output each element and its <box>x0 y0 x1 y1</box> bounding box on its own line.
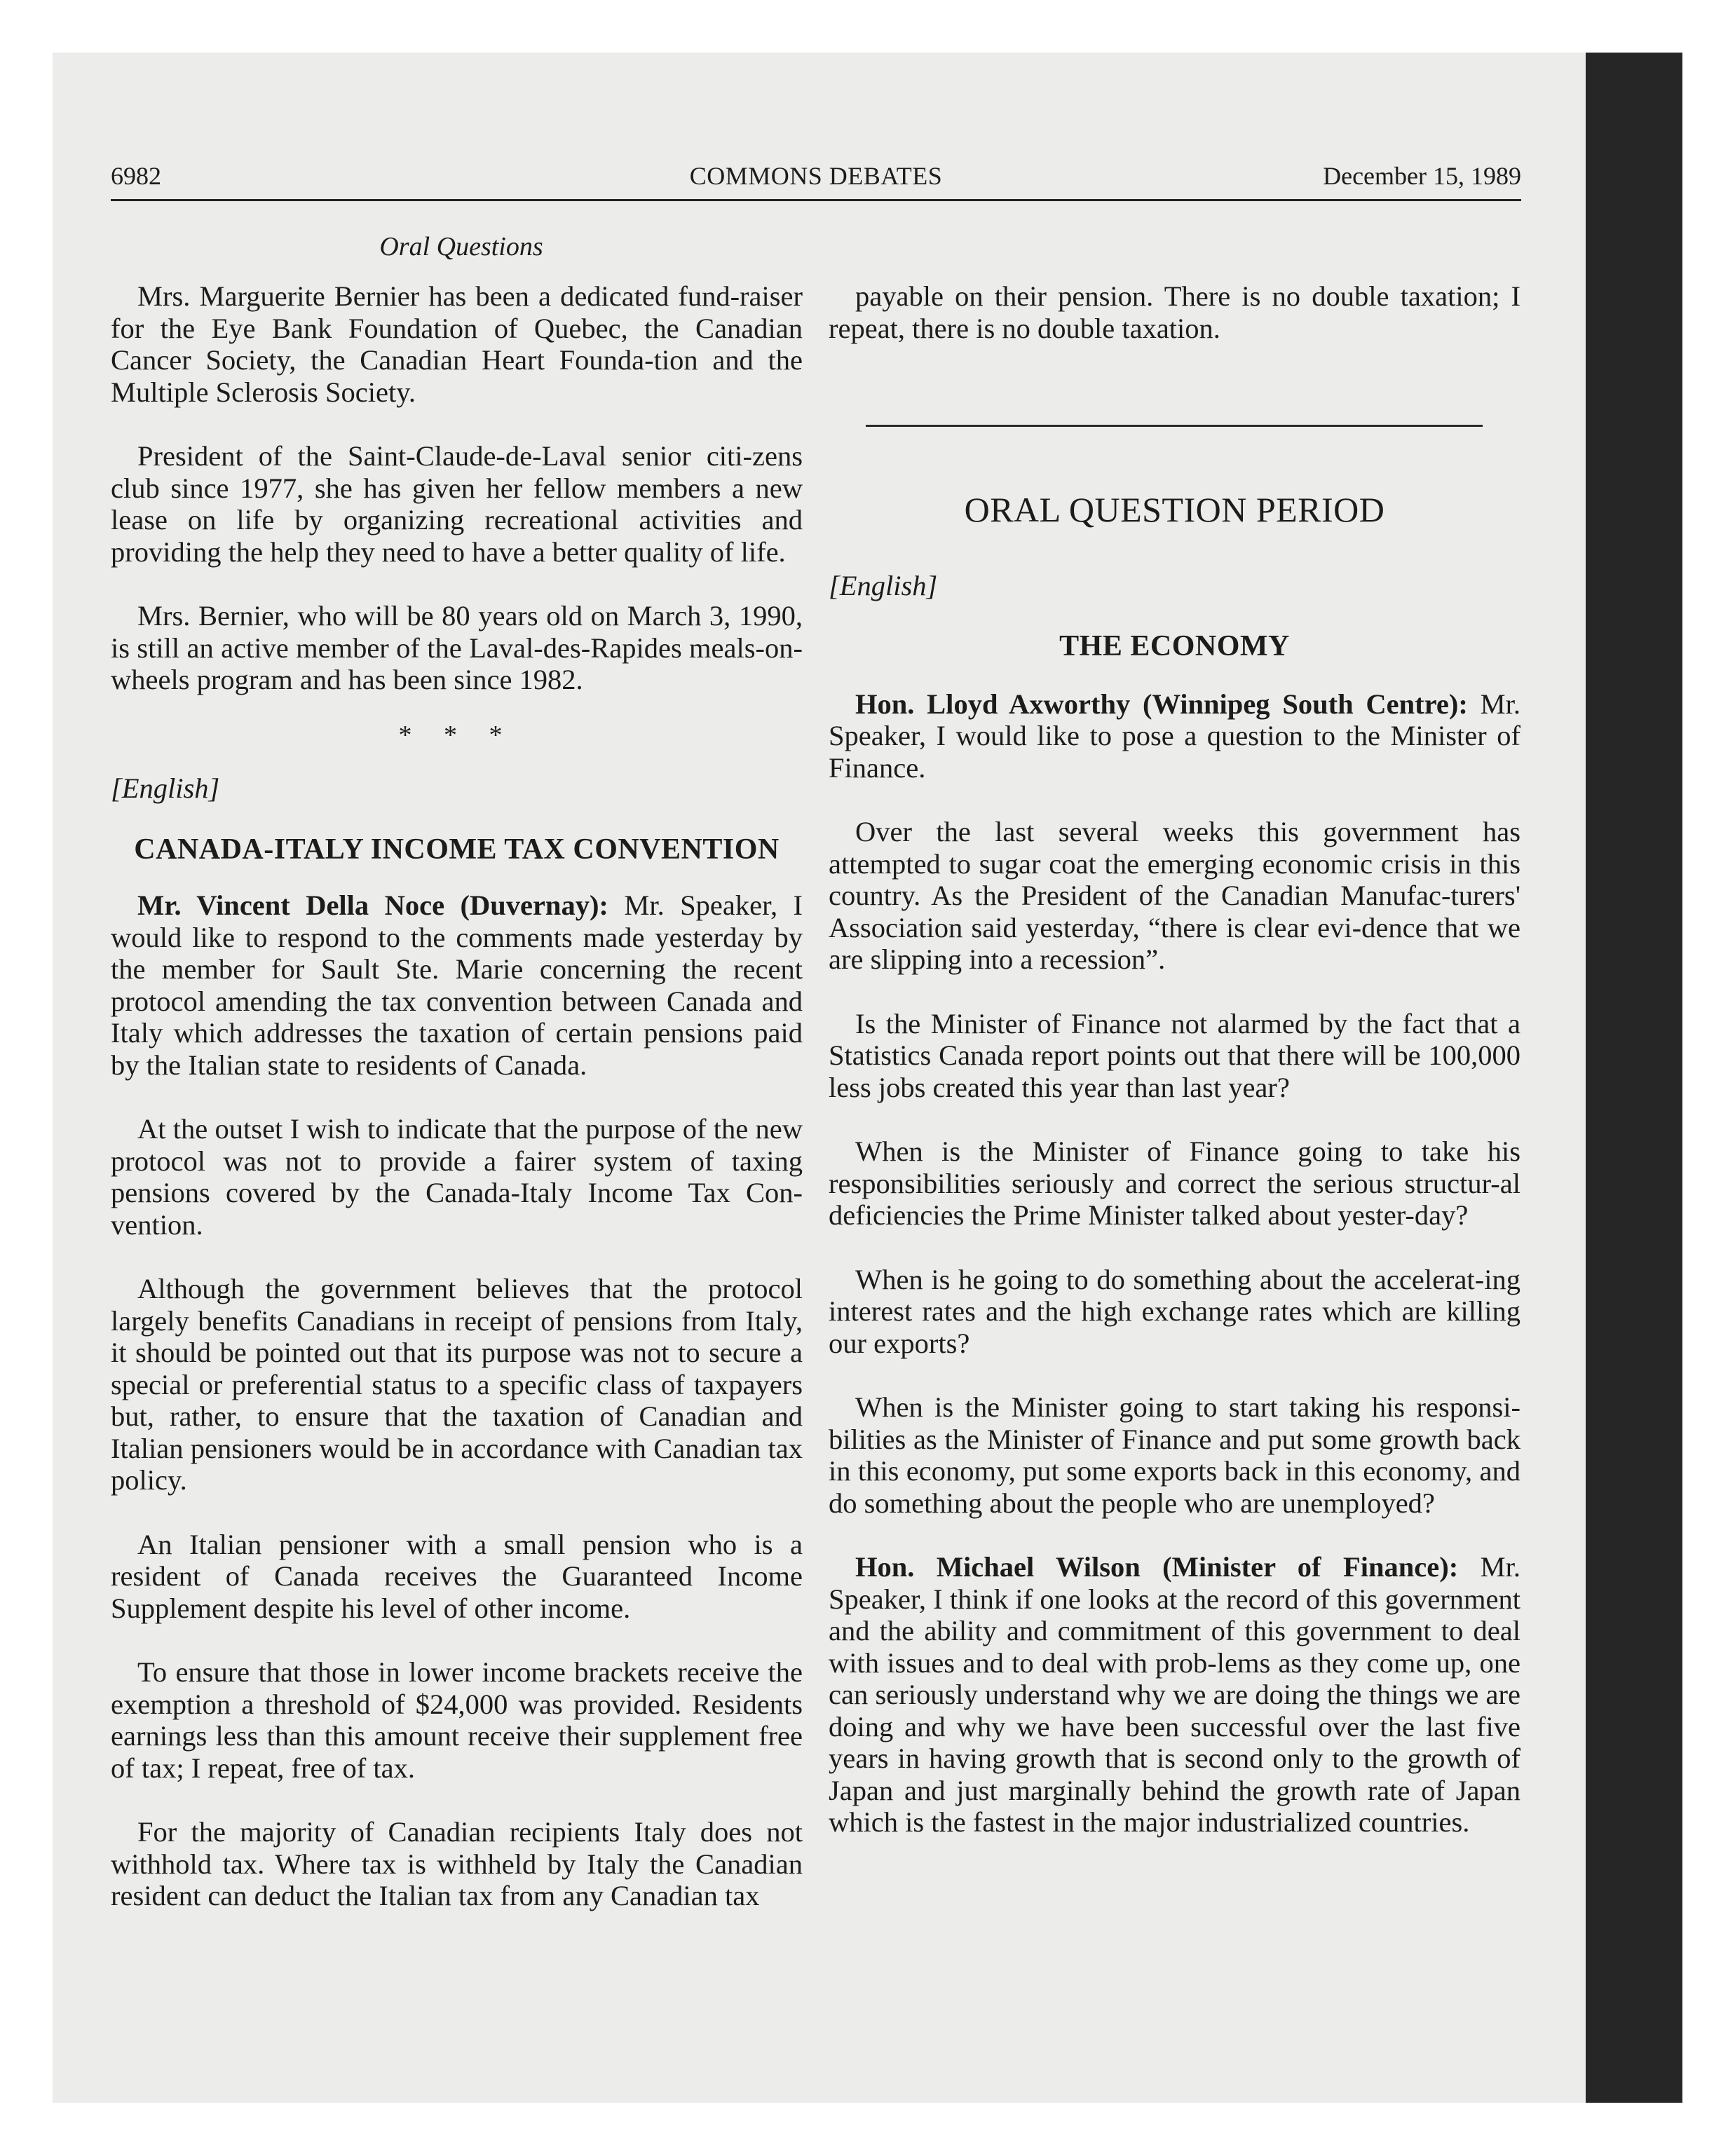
speech-text: Mr. Speaker, I think if one looks at the record of this government and the ability and commitment of this government to deal with issues and to deal with prob-lems as they come up, one can seriously understand why we are doing the things we are doing and why we have been successful over the last five years in having growth that is second only to the growth of Japan and just marginally behind the growth rate of Japan which is the fastest in the major industrialized countries. <box>829 1551 1520 1838</box>
header-rule <box>111 199 1521 201</box>
paragraph: To ensure that those in lower income brackets receive the exemption a threshold of $24,000 was provided. Residents earnings less than this amount receive their supplement free of tax; I repeat, free of tax. <box>111 1656 803 1784</box>
book-spine-shadow <box>1586 53 1682 2103</box>
paragraph: For the majority of Canadian recipients Italy does not withhold tax. Where tax is withheld by Italy the Canadian resident can deduct the Italian tax from any Canadian tax <box>111 1816 803 1911</box>
page-header <box>111 154 1521 200</box>
speech-text: Mr. Speaker, I would like to pose a question to the Minister of Finance. <box>829 688 1521 784</box>
speech-paragraph <box>829 688 1520 784</box>
speech-paragraph <box>111 889 803 1081</box>
speaker-name: Mr. Vincent Della Noce (Duvernay): <box>137 889 608 921</box>
paragraph: President of the Saint-Claude-de-Laval senior citi-zens club since 1977, she has given her fellow members a new lease on life by organizing recreational activities and providing the help they need to have a better quality of life. <box>111 440 803 568</box>
right-column <box>829 280 1520 1838</box>
speaker-name: Hon. Lloyd Axworthy (Winnipeg South Centre): <box>855 688 1468 720</box>
section-break-stars: * * * <box>398 720 515 750</box>
paragraph: Although the government believes that the protocol largely benefits Canadians in receipt of pensions from Italy, it should be pointed out that its purpose was not to secure a special or preferential status to a specific class of taxpayers but, rather, to ensure that the taxation of Canadian and Italian pensioners would be in accordance with Canadian tax policy. <box>111 1273 803 1496</box>
paragraph: An Italian pensioner with a small pension who is a resident of Canada receives the Guaranteed Income Supplement despite his level of other income. <box>111 1528 803 1624</box>
page-number: 6982 <box>111 162 161 190</box>
section-heading: THE ECONOMY <box>1059 630 1290 662</box>
paragraph: payable on their pension. There is no double taxation; I repeat, there is no double taxation. <box>829 280 1520 344</box>
paragraph: When is the Minister of Finance going to take his responsibilities seriously and correct the serious structur-al deficiencies the Prime Minister talked about yester-day? <box>829 1135 1520 1231</box>
section-heading: CANADA-ITALY INCOME TAX CONVENTION <box>134 833 780 866</box>
journal-title: COMMONS DEBATES <box>689 162 943 190</box>
left-column <box>111 280 803 1912</box>
issue-date: December 15, 1989 <box>1323 162 1521 190</box>
running-head: Oral Questions <box>379 232 543 261</box>
paragraph: Over the last several weeks this government has attempted to sugar coat the emerging economic crisis in this country. As the President of the Canadian Manufac-turers' Association said yesterday, “there is clear evi-dence that we are slipping into a recession”. <box>829 816 1520 975</box>
paragraph: Mrs. Marguerite Bernier has been a dedicated fund-raiser for the Eye Bank Foundation of Quebec, the Canadian Cancer Society, the Canadian Heart Founda-tion and the Multiple Sclerosis Society. <box>111 280 803 408</box>
language-marker: [English] <box>829 569 938 601</box>
speech-text: Mr. Speaker, I would like to respond to the comments made yesterday by the member for Sault Ste. Marie concerning the recent protocol amending the tax convention between Canada and Italy which addresses the taxation of certain pensions paid by the Italian state to residents of Canada. <box>111 889 803 1081</box>
section-rule <box>866 425 1483 427</box>
language-marker: [English] <box>111 772 220 804</box>
speech-paragraph <box>829 1551 1520 1838</box>
paragraph: Is the Minister of Finance not alarmed by the fact that a Statistics Canada report points out that there will be 100,000 less jobs created this year than last year? <box>829 1007 1520 1103</box>
paragraph: Mrs. Bernier, who will be 80 years old on March 3, 1990, is still an active member of the Laval-des-Rapides meals-on-wheels program and has been since 1982. <box>111 600 803 695</box>
speaker-name: Hon. Michael Wilson (Minister of Finance): <box>855 1551 1459 1583</box>
period-title: ORAL QUESTION PERIOD <box>964 490 1385 529</box>
paragraph: When is he going to do something about the accelerat-ing interest rates and the high exchange rates which are killing our exports? <box>829 1263 1520 1359</box>
paragraph: When is the Minister going to start taking his responsi-bilities as the Minister of Finance and put some growth back in this economy, put some exports back in this economy, and do something about the people who are unemployed? <box>829 1391 1520 1519</box>
paragraph: At the outset I wish to indicate that the purpose of the new protocol was not to provide a fairer system of taxing pensions covered by the Canada-Italy Income Tax Con-vention. <box>111 1113 803 1241</box>
